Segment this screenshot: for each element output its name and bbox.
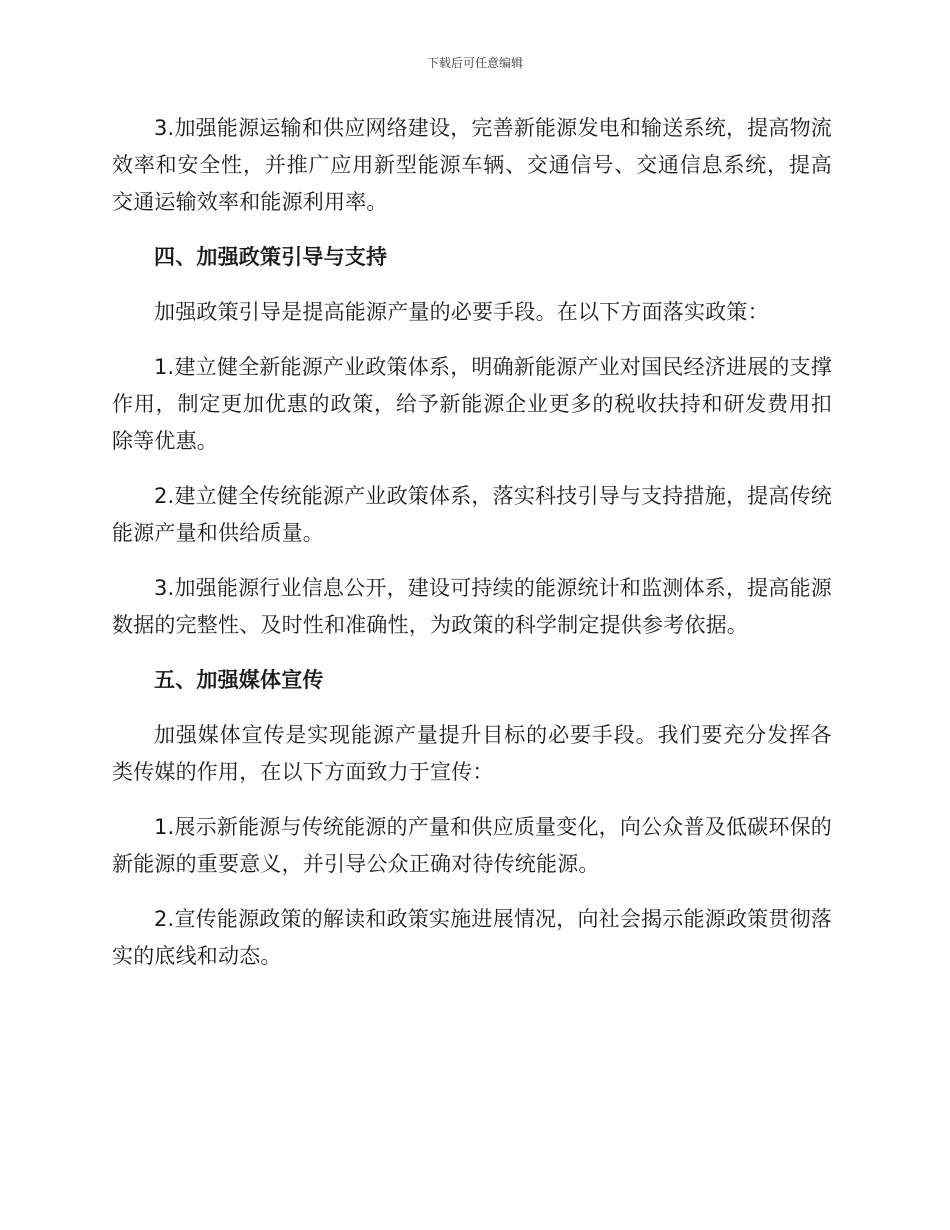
paragraph-energy-transport: 3.加强能源运输和供应网络建设，完善新能源发电和输送系统，提高物流效率和安全性，并推广应用新型能源车辆、交通信号、交通信息系统，提高交通运输效率和能源利用率。: [112, 116, 832, 214]
paragraph-media-item-2: 2.宣传能源政策的解读和政策实施进展情况，向社会揭示能源政策贯彻落实的底线和动态。: [112, 907, 832, 968]
section-heading-policy: 四、加强政策引导与支持: [154, 245, 388, 269]
paragraph-policy-item-2: 2.建立健全传统能源产业政策体系，落实科技引导与支持措施，提高传统能源产量和供给质量。: [112, 484, 832, 545]
paragraph-media-intro: 加强媒体宣传是实现能源产量提升目标的必要手段。我们要充分发挥各类传媒的作用，在以下方面致力于宣传：: [112, 723, 832, 784]
paragraph-policy-item-1: 1.建立健全新能源产业政策体系，明确新能源产业对国民经济进展的支撑作用，制定更加优惠的政策，给予新能源企业更多的税收扶持和研发费用扣除等优惠。: [112, 355, 832, 453]
paragraph-policy-item-3: 3.加强能源行业信息公开，建设可持续的能源统计和监测体系，提高能源数据的完整性、及时性和准确性，为政策的科学制定提供参考依据。: [112, 576, 832, 637]
section-heading-media: 五、加强媒体宣传: [154, 668, 324, 692]
document-body: [112, 110, 832, 993]
page-header: 下载后可任意编辑: [426, 56, 523, 70]
paragraph-media-item-1: 1.展示新能源与传统能源的产量和供应质量变化，向公众普及低碳环保的新能源的重要意义，并引导公众正确对待传统能源。: [112, 815, 832, 876]
paragraph-policy-intro: 加强政策引导是提高能源产量的必要手段。在以下方面落实政策：: [154, 300, 769, 324]
